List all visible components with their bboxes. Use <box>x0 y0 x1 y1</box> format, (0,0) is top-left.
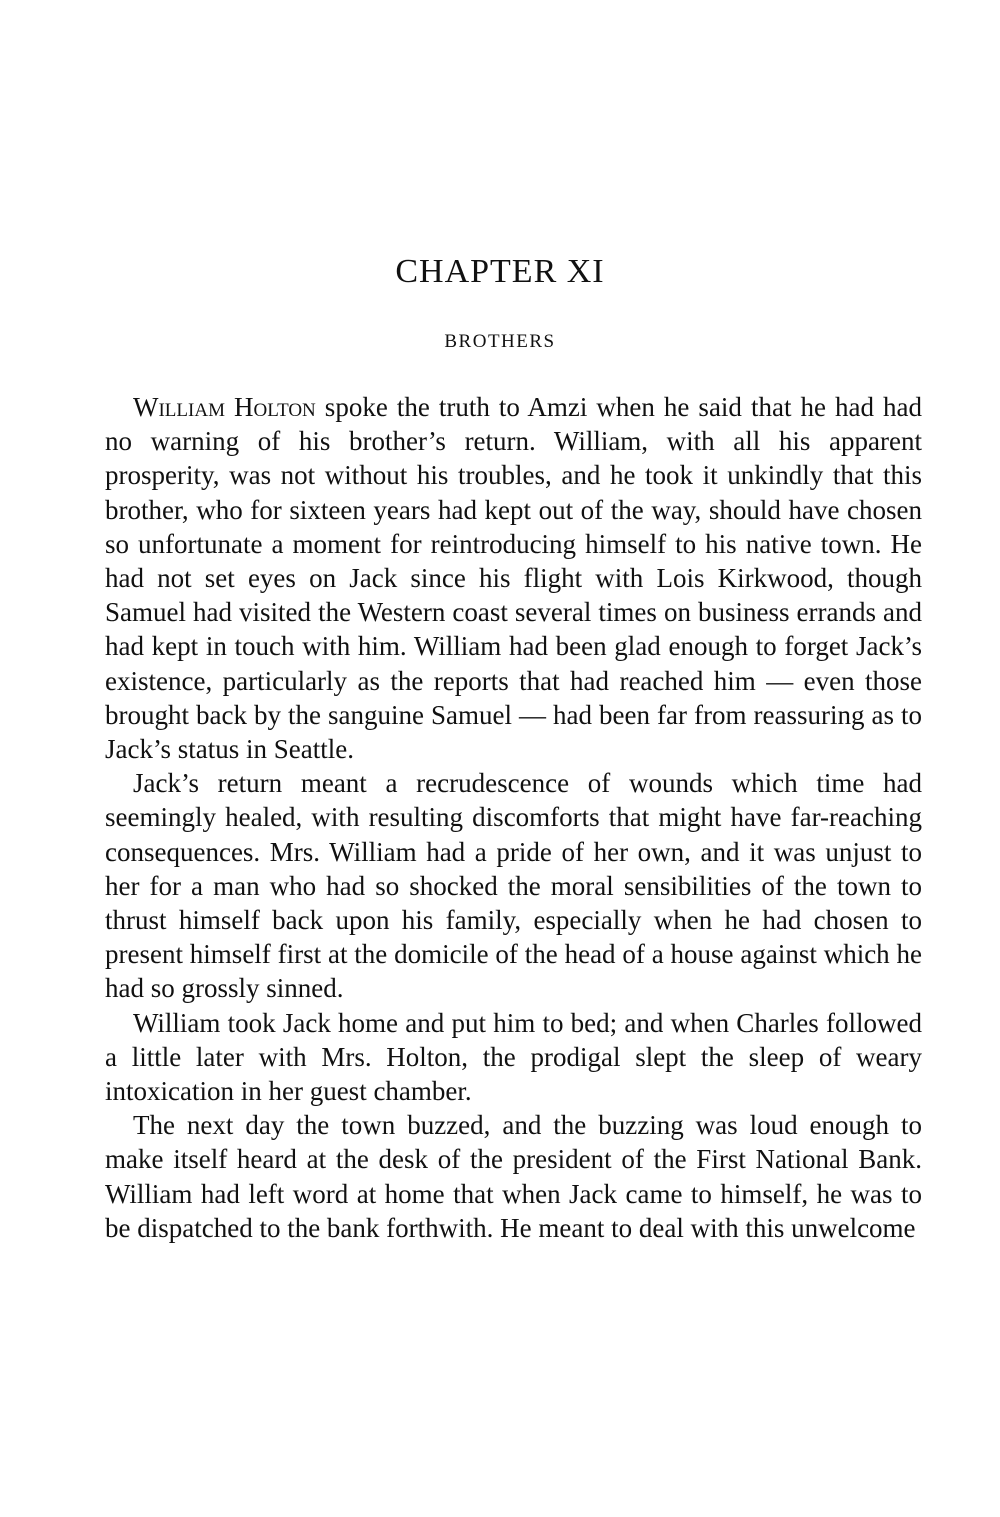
chapter-title: CHAPTER XI <box>395 253 605 290</box>
chapter-subtitle: BROTHERS <box>444 331 556 352</box>
paragraph-1 <box>105 390 922 766</box>
chapter-body <box>105 390 922 1245</box>
paragraph-3: William took Jack home and put him to bed; and when Charles followed a little later with Mrs. Holton, the prodigal slept the sleep of weary intoxication in her guest chamber. <box>105 1007 922 1107</box>
paragraph-lead-small-caps: William Holton <box>133 392 316 422</box>
paragraph-4: The next day the town buzzed, and the buzzing was loud enough to make itself heard at the desk of the president of the First National Bank. William had left word at home that when Jack came to himself, he was to be dispatched to the bank forthwith. He meant to deal with this unwelcome <box>105 1110 922 1243</box>
paragraph-2: Jack’s return meant a recrudescence of wounds which time had seemingly healed, with resulting discomforts that might have far-reaching consequences. Mrs. William had a pride of her own, and it was unjust to her for a man who had so shocked the moral sensibilities of the town to thrust himself back upon his family, especially when he had chosen to present himself first at the domicile of the head of a house against which he had so grossly sinned. <box>105 768 922 1004</box>
paragraph-1-text: spoke the truth to Amzi when he said that he had had no warning of his brother’s return. William, with all his apparent prosperity, was not without his troubles, and he took it unkindly that this brother, who for sixteen years had kept out of the way, should have chosen so unfortunate a moment for reintroducing himself to his native town. He had not set eyes on Jack since his flight with Lois Kirkwood, though Samuel had visited the Western coast several times on business errands and had kept in touch with him. William had been glad enough to forget Jack’s existence, particularly as the reports that had reached him — even those brought back by the sanguine Samuel — had been far from reassuring as to Jack’s status in Seattle. <box>105 392 922 765</box>
